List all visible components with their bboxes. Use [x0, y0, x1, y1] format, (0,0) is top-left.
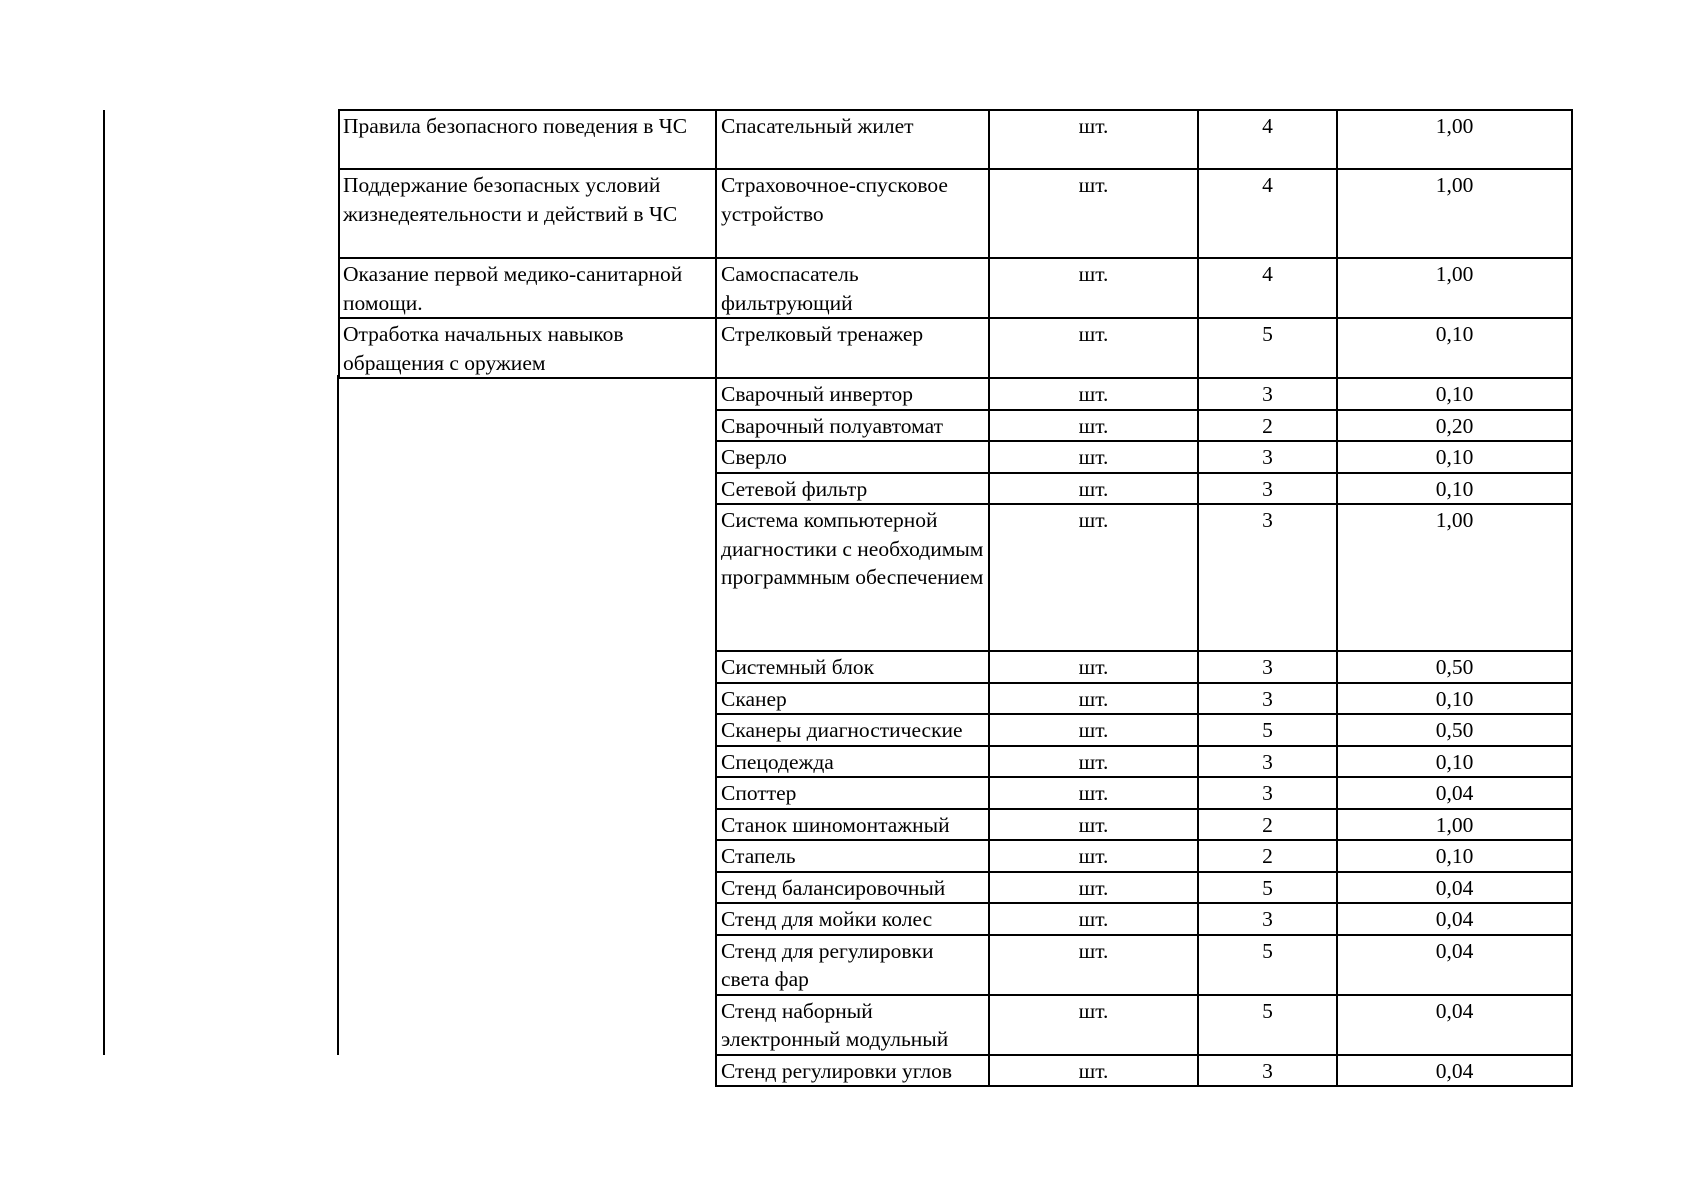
item-text: Система компьютерной диагностики с необходимым программным обеспечением: [721, 508, 984, 589]
unit-cell: [989, 1055, 1198, 1087]
qty-cell: [1198, 995, 1337, 1055]
unit-text: шт.: [1078, 938, 1109, 963]
coef-cell: [1337, 995, 1572, 1055]
item-text: Станок шиномонтажный: [721, 812, 950, 837]
equipment-table: [338, 109, 1573, 1087]
coef-text: 0,10: [1435, 322, 1474, 346]
qty-text: 2: [1262, 812, 1273, 837]
table-row: [339, 651, 1572, 683]
coef-text: 0,04: [1435, 938, 1474, 963]
coef-cell: [1337, 777, 1572, 809]
qty-cell: [1198, 441, 1337, 473]
qty-cell: [1198, 809, 1337, 841]
unit-text: шт.: [1078, 262, 1109, 286]
qty-text: 3: [1262, 445, 1273, 469]
coef-cell: [1337, 473, 1572, 505]
activity-cell: [339, 169, 716, 258]
unit-cell: [989, 110, 1198, 169]
unit-cell: [989, 258, 1198, 318]
coef-cell: [1337, 1055, 1572, 1087]
activity-cell: [339, 378, 716, 410]
unit-cell: [989, 777, 1198, 809]
coef-text: 0,10: [1435, 382, 1474, 406]
qty-cell: [1198, 504, 1337, 651]
unit-cell: [989, 378, 1198, 410]
qty-cell: [1198, 258, 1337, 318]
qty-cell: [1198, 1055, 1337, 1087]
item-cell: [716, 809, 989, 841]
activity-cell: [339, 110, 716, 169]
unit-cell: [989, 903, 1198, 935]
table-row: [339, 169, 1572, 258]
qty-text: 3: [1262, 749, 1273, 774]
coef-cell: [1337, 840, 1572, 872]
qty-cell: [1198, 777, 1337, 809]
qty-text: 3: [1262, 476, 1273, 501]
item-cell: [716, 258, 989, 318]
coef-text: 1,00: [1435, 173, 1474, 197]
unit-cell: [989, 651, 1198, 683]
coef-text: 0,10: [1435, 686, 1474, 711]
unit-text: шт.: [1078, 718, 1109, 742]
item-cell: [716, 872, 989, 904]
coef-cell: [1337, 410, 1572, 442]
unit-text: шт.: [1078, 655, 1109, 679]
unit-text: шт.: [1078, 114, 1109, 138]
unit-text: шт.: [1078, 812, 1109, 837]
qty-text: 5: [1262, 938, 1273, 963]
qty-cell: [1198, 378, 1337, 410]
item-cell: [716, 714, 989, 746]
activity-cell: [339, 714, 716, 746]
qty-cell: [1198, 169, 1337, 258]
qty-cell: [1198, 935, 1337, 995]
unit-text: шт.: [1078, 749, 1109, 774]
table-row: [339, 809, 1572, 841]
unit-cell: [989, 441, 1198, 473]
activity-cell: [339, 935, 716, 995]
activity-cell: [339, 441, 716, 473]
coef-text: 0,50: [1435, 718, 1474, 742]
item-text: Споттер: [721, 781, 797, 805]
unit-cell: [989, 995, 1198, 1055]
item-text: Сканер: [721, 686, 787, 711]
item-text: Спецодежда: [721, 749, 834, 774]
unit-cell: [989, 714, 1198, 746]
qty-text: 4: [1262, 173, 1273, 197]
item-cell: [716, 995, 989, 1055]
unit-cell: [989, 872, 1198, 904]
table-row: [339, 935, 1572, 995]
unit-text: шт.: [1078, 686, 1109, 711]
activity-cell: [339, 777, 716, 809]
item-text: Стенд для мойки колес: [721, 907, 933, 931]
activity-text: Отработка начальных навыков обращения с оружием: [343, 322, 624, 375]
unit-cell: [989, 318, 1198, 378]
table-row: [339, 1055, 1572, 1087]
table-row: [339, 903, 1572, 935]
qty-text: 2: [1262, 413, 1273, 438]
qty-text: 5: [1262, 718, 1273, 742]
coef-text: 1,00: [1435, 262, 1474, 286]
qty-cell: [1198, 683, 1337, 715]
unit-text: шт.: [1078, 382, 1109, 406]
coef-cell: [1337, 169, 1572, 258]
table-row: [339, 840, 1572, 872]
table-row: [339, 746, 1572, 778]
coef-text: 0,50: [1435, 655, 1474, 679]
activity-text: Правила безопасного поведения в ЧС: [343, 114, 688, 138]
item-text: Стенд балансировочный: [721, 875, 946, 900]
table-row: [339, 714, 1572, 746]
coef-cell: [1337, 110, 1572, 169]
qty-text: 3: [1262, 781, 1273, 805]
item-cell: [716, 169, 989, 258]
unit-text: шт.: [1078, 322, 1109, 346]
unit-cell: [989, 683, 1198, 715]
qty-text: 3: [1262, 382, 1273, 406]
item-cell: [716, 903, 989, 935]
qty-cell: [1198, 903, 1337, 935]
unit-text: шт.: [1078, 445, 1109, 469]
item-cell: [716, 378, 989, 410]
coef-text: 0,04: [1435, 1058, 1474, 1083]
unit-cell: [989, 504, 1198, 651]
coef-cell: [1337, 318, 1572, 378]
table-row: [339, 504, 1572, 651]
item-cell: [716, 746, 989, 778]
unit-cell: [989, 473, 1198, 505]
table-row: [339, 683, 1572, 715]
unit-text: шт.: [1078, 476, 1109, 501]
item-cell: [716, 504, 989, 651]
item-cell: [716, 318, 989, 378]
coef-cell: [1337, 378, 1572, 410]
table-row: [339, 441, 1572, 473]
coef-cell: [1337, 935, 1572, 995]
qty-text: 3: [1262, 1058, 1273, 1083]
activity-cell: [339, 651, 716, 683]
item-text: Страховочное-спусковое устройство: [721, 173, 948, 226]
coef-cell: [1337, 258, 1572, 318]
activity-cell: [339, 995, 716, 1055]
item-cell: [716, 683, 989, 715]
qty-cell: [1198, 651, 1337, 683]
qty-text: 5: [1262, 998, 1273, 1023]
item-text: Стрелковый тренажер: [721, 322, 924, 346]
coef-text: 0,04: [1435, 781, 1474, 805]
qty-text: 3: [1262, 655, 1273, 679]
unit-text: шт.: [1078, 413, 1109, 438]
item-cell: [716, 110, 989, 169]
activity-cell: [339, 318, 716, 378]
table-row: [339, 410, 1572, 442]
coef-text: 0,04: [1435, 907, 1474, 931]
unit-text: шт.: [1078, 907, 1109, 931]
coef-cell: [1337, 903, 1572, 935]
coef-text: 0,10: [1435, 445, 1474, 469]
activity-cell: [339, 504, 716, 651]
activity-cell: [339, 809, 716, 841]
unit-text: шт.: [1078, 875, 1109, 900]
unit-text: шт.: [1078, 508, 1109, 532]
qty-text: 3: [1262, 907, 1273, 931]
item-cell: [716, 651, 989, 683]
coef-text: 0,10: [1435, 476, 1474, 501]
qty-cell: [1198, 872, 1337, 904]
coef-cell: [1337, 441, 1572, 473]
unit-cell: [989, 746, 1198, 778]
item-text: Стенд регулировки углов: [721, 1058, 953, 1083]
page-margin-rule: [103, 110, 105, 1055]
table-row: [339, 258, 1572, 318]
coef-cell: [1337, 809, 1572, 841]
item-cell: [716, 441, 989, 473]
activity-text: Оказание первой медико-санитарной помощи.: [343, 262, 683, 315]
item-text: Самоспасатель фильтрующий: [721, 262, 859, 315]
activity-cell: [339, 258, 716, 318]
qty-text: 2: [1262, 844, 1273, 868]
table-row: [339, 378, 1572, 410]
coef-cell: [1337, 746, 1572, 778]
item-text: Сверло: [721, 445, 787, 469]
unit-cell: [989, 840, 1198, 872]
qty-text: 5: [1262, 875, 1273, 900]
unit-cell: [989, 935, 1198, 995]
coef-text: 0,10: [1435, 749, 1474, 774]
activity-cell: [339, 1055, 716, 1087]
qty-cell: [1198, 318, 1337, 378]
coef-cell: [1337, 714, 1572, 746]
coef-text: 0,04: [1435, 998, 1474, 1023]
table-row: [339, 473, 1572, 505]
qty-cell: [1198, 746, 1337, 778]
item-text: Стенд наборный электронный модульный: [721, 998, 949, 1051]
qty-text: 3: [1262, 686, 1273, 711]
activity-cell: [339, 683, 716, 715]
coef-text: 0,04: [1435, 875, 1474, 900]
item-cell: [716, 473, 989, 505]
coef-cell: [1337, 504, 1572, 651]
item-text: Спасательный жилет: [721, 114, 914, 138]
item-text: Системный блок: [721, 655, 875, 679]
table-row: [339, 110, 1572, 169]
qty-cell: [1198, 473, 1337, 505]
qty-text: 4: [1262, 262, 1273, 286]
activity-cell: [339, 410, 716, 442]
activity-cell: [339, 872, 716, 904]
unit-text: шт.: [1078, 173, 1109, 197]
coef-cell: [1337, 683, 1572, 715]
item-text: Сканеры диагностические: [721, 718, 963, 742]
activity-cell: [339, 840, 716, 872]
table-row: [339, 777, 1572, 809]
activity-cell: [339, 903, 716, 935]
table-row: [339, 872, 1572, 904]
item-cell: [716, 935, 989, 995]
coef-text: 1,00: [1435, 508, 1474, 532]
unit-text: шт.: [1078, 844, 1109, 868]
qty-text: 4: [1262, 114, 1273, 138]
coef-text: 0,10: [1435, 844, 1474, 868]
unit-cell: [989, 809, 1198, 841]
qty-cell: [1198, 410, 1337, 442]
qty-cell: [1198, 714, 1337, 746]
item-text: Сварочный полуавтомат: [721, 413, 943, 438]
item-cell: [716, 410, 989, 442]
qty-cell: [1198, 840, 1337, 872]
item-cell: [716, 840, 989, 872]
activity-text: Поддержание безопасных условий жизнедеятельности и действий в ЧС: [343, 173, 678, 226]
unit-text: шт.: [1078, 998, 1109, 1023]
item-text: Стапель: [721, 844, 796, 868]
item-text: Сетевой фильтр: [721, 476, 868, 501]
unit-text: шт.: [1078, 1058, 1109, 1083]
coef-text: 1,00: [1435, 114, 1474, 138]
coef-text: 0,20: [1435, 413, 1474, 438]
unit-cell: [989, 169, 1198, 258]
activity-cell: [339, 746, 716, 778]
item-cell: [716, 777, 989, 809]
activity-cell: [339, 473, 716, 505]
qty-text: 5: [1262, 322, 1273, 346]
unit-text: шт.: [1078, 781, 1109, 805]
table-row: [339, 318, 1572, 378]
coef-cell: [1337, 872, 1572, 904]
unit-cell: [989, 410, 1198, 442]
qty-cell: [1198, 110, 1337, 169]
table-row: [339, 995, 1572, 1055]
qty-text: 3: [1262, 508, 1273, 532]
coef-text: 1,00: [1435, 812, 1474, 837]
coef-cell: [1337, 651, 1572, 683]
item-cell: [716, 1055, 989, 1087]
item-text: Стенд для регулировки света фар: [721, 938, 934, 991]
item-text: Сварочный инвертор: [721, 382, 913, 406]
